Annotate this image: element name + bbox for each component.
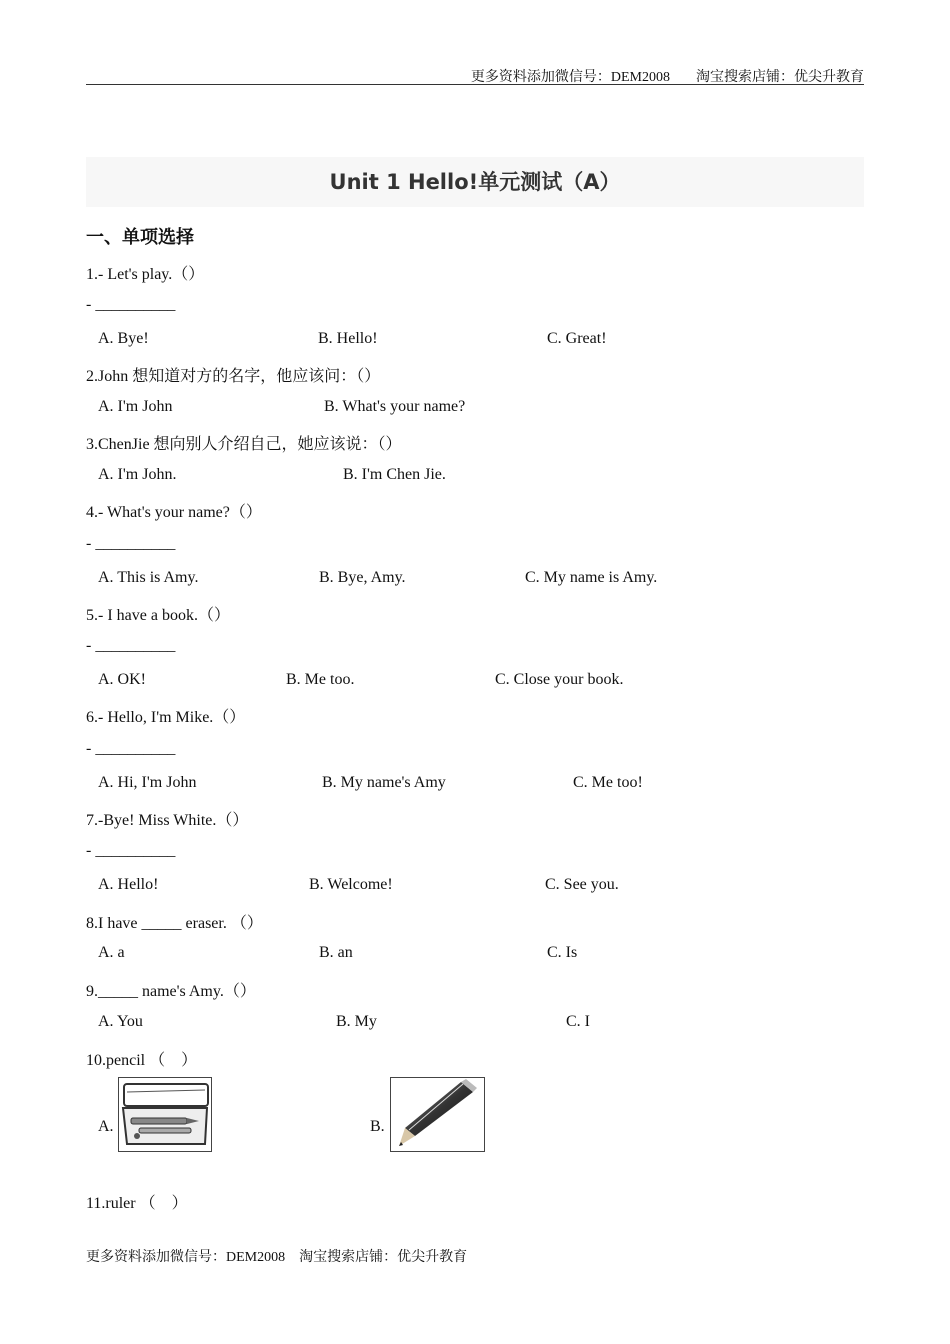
pencil-case-image (118, 1077, 212, 1152)
option-b: B. My (336, 1013, 377, 1030)
question-stem: 6.- Hello, I'm Mike.（） (86, 709, 246, 726)
question-stem: 5.- I have a book.（） (86, 607, 230, 624)
option-b: B. My name's Amy (322, 774, 446, 791)
footer-wechat: 更多资料添加微信号：DEM2008 (86, 1250, 286, 1265)
footer-shop: 淘宝搜索店铺：优尖升教育 (299, 1250, 468, 1265)
answer-blank: - __________ (86, 637, 176, 654)
option-c: C. Me too! (573, 774, 643, 791)
page-title: Unit 1 Hello!单元测试（A） (86, 157, 864, 207)
question-stem: 1.- Let's play.（） (86, 266, 205, 283)
option-a: A. I'm John (98, 398, 173, 415)
question-stem: 10.pencil （ ） (86, 1052, 198, 1069)
option-a: A. (98, 1118, 114, 1135)
option-a: A. You (98, 1013, 143, 1030)
option-c: C. Close your book. (495, 671, 624, 688)
option-a: A. OK! (98, 671, 146, 688)
option-a: A. I'm John. (98, 466, 177, 483)
option-b: B. Bye, Amy. (319, 569, 406, 586)
answer-blank: - __________ (86, 535, 176, 552)
question-stem: 3.ChenJie 想向别人介绍自己，她应该说：（） (86, 436, 402, 453)
question-stem: 8.I have _____ eraser. （） (86, 915, 263, 932)
option-c: C. Great! (547, 330, 607, 347)
question-stem: 7.-Bye! Miss White.（） (86, 812, 249, 829)
option-a: A. Bye! (98, 330, 149, 347)
page-footer (86, 1246, 481, 1266)
option-b: B. Hello! (318, 330, 378, 347)
option-b: B. an (319, 944, 353, 961)
option-a: A. Hello! (98, 876, 159, 893)
section-title: 一、单项选择 (86, 227, 194, 248)
option-c: C. My name is Amy. (525, 569, 658, 586)
page-header (86, 66, 864, 85)
answer-blank: - __________ (86, 296, 176, 313)
header-shop: 淘宝搜索店铺：优尖升教育 (696, 70, 864, 85)
header-wechat: 更多资料添加微信号：DEM2008 (470, 70, 670, 85)
option-b: B. What's your name? (324, 398, 466, 415)
option-b: B. I'm Chen Jie. (343, 466, 446, 483)
answer-blank: - __________ (86, 842, 176, 859)
pencil-icon (391, 1078, 484, 1151)
question-stem: 4.- What's your name?（） (86, 504, 262, 521)
question-stem: 11.ruler （ ） (86, 1195, 188, 1212)
option-b: B. (370, 1118, 385, 1135)
question-stem: 9._____ name's Amy.（） (86, 983, 256, 1000)
option-c: C. Is (547, 944, 578, 961)
option-c: C. I (566, 1013, 590, 1030)
option-a: A. a (98, 944, 125, 961)
pencil-case-icon (119, 1078, 211, 1151)
option-b: B. Me too. (286, 671, 355, 688)
answer-blank: - __________ (86, 740, 176, 757)
option-a: A. Hi, I'm John (98, 774, 197, 791)
question-stem: 2.John 想知道对方的名字，他应该问：（） (86, 368, 381, 385)
option-c: C. See you. (545, 876, 619, 893)
pencil-image (390, 1077, 485, 1152)
option-a: A. This is Amy. (98, 569, 199, 586)
option-b: B. Welcome! (309, 876, 393, 893)
